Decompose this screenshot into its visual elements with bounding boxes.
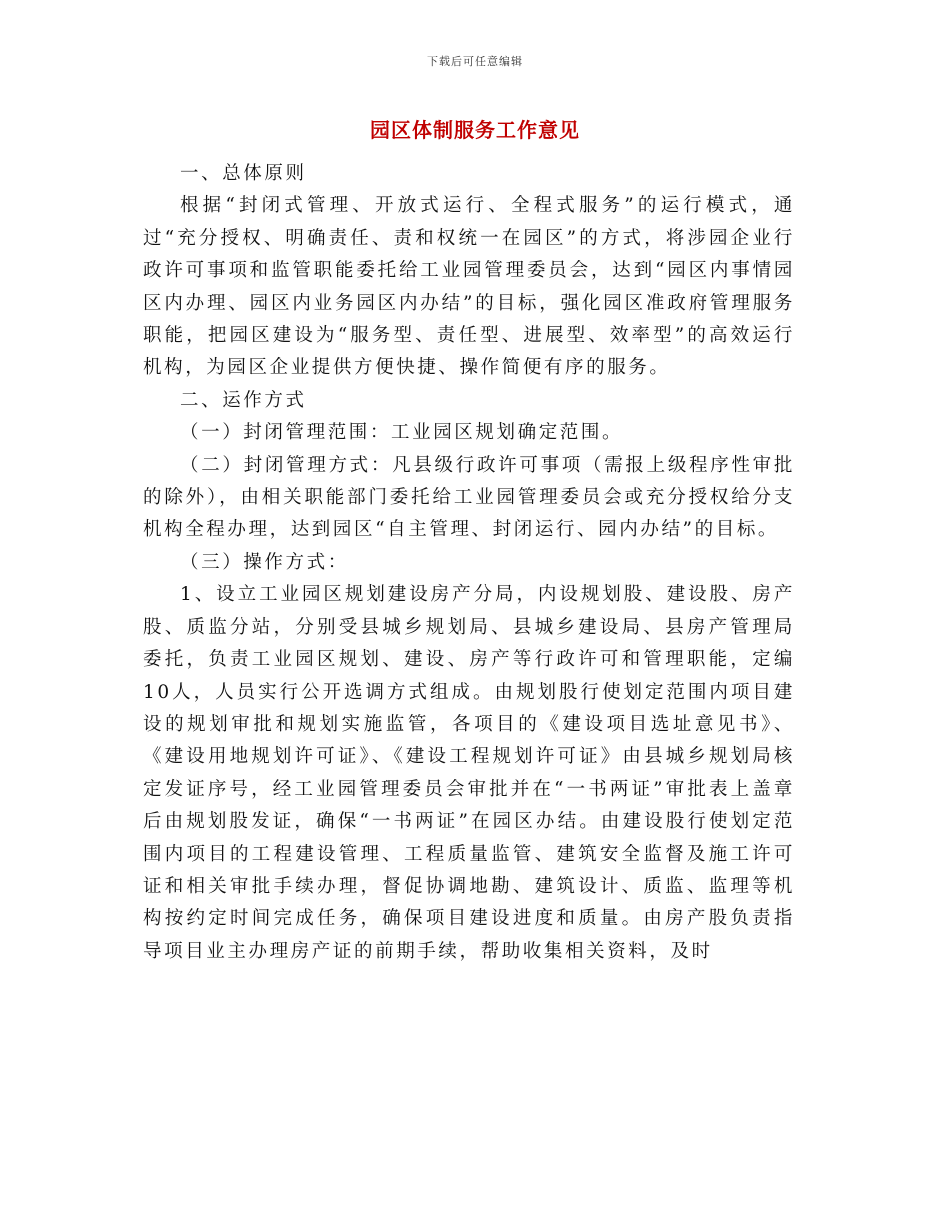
page-header-note: 下载后可任意编辑 [427,55,523,68]
section-heading-operation: 二、运作方式 [180,389,307,411]
paragraph-scope: （一）封闭管理范围：工业园区规划确定范围。 [180,422,624,444]
paragraph-principles: 根据“封闭式管理、开放式运行、全程式服务”的运行模式，通过“充分授权、明确责任、责和权统一在园区”的方式，将涉园企业行政许可事项和监管职能委托给工业园管理委员会，达到“园区内事情园区内办理、园区内业务园区内办结”的目标，强化园区准政府管理服务职能，把园区建设为“服务型、责任型、进展型、效率型”的高效运行机构，为园区企业提供方便快捷、操作简便有序的服务。 [143,195,795,379]
section-heading-principles: 一、总体原则 [180,163,307,184]
paragraph-operation-heading: （三）操作方式： [180,551,349,573]
paragraph-method: （二）封闭管理方式：凡县级行政许可事项（需报上级程序性审批的除外），由相关职能部门委托给工业园管理委员会或充分授权给分支机构全程办理，达到园区“自主管理、封闭运行、园内办结”的目标。 [143,454,795,541]
document-title: 园区体制服务工作意见 [370,118,580,142]
document-body [143,158,795,968]
paragraph-item-1: 1、设立工业园区规划建设房产分局，内设规划股、建设股、房产股、质监分站，分别受县城乡规划局、县城乡建设局、县房产管理局委托，负责工业园区规划、建设、房产等行政许可和管理职能，定编10人，人员实行公开选调方式组成。由规划股行使划定范围内项目建设的规划审批和规划实施监管，各项目的《建设项目选址意见书》、《建设用地规划许可证》、《建设工程规划许可证》由县城乡规划局核定发证序号，经工业园管理委员会审批并在“一书两证”审批表上盖章后由规划股发证，确保“一书两证”在园区办结。由建设股行使划定范围内项目的工程建设管理、工程质量监管、建筑安全监督及施工许可证和相关审批手续办理，督促协调地勘、建筑设计、质监、监理等机构按约定时间完成任务，确保项目建设进度和质量。由房产股负责指导项目业主办理房产证的前期手续，帮助收集相关资料，及时 [143,584,795,962]
